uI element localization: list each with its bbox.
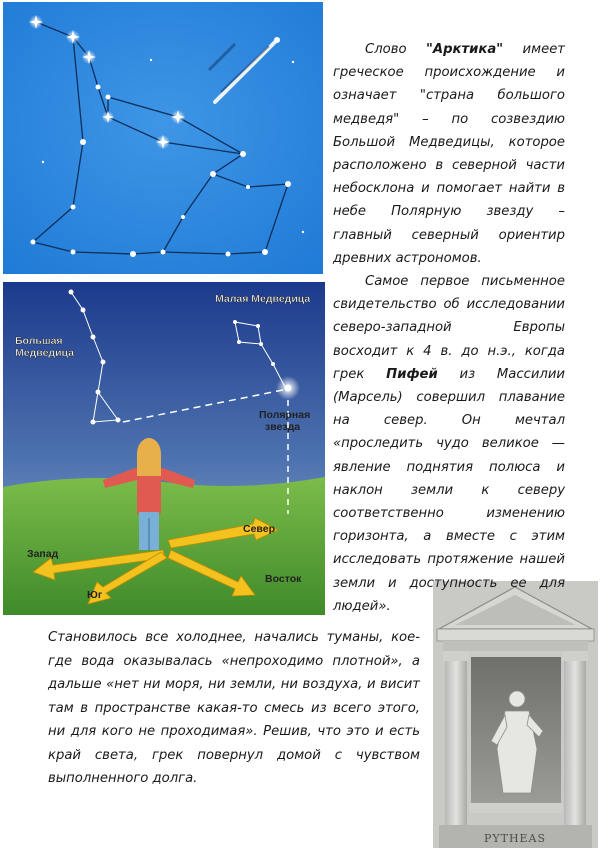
left-column [445,657,467,827]
polaris-label-line2: звезда [265,421,301,433]
little-dipper-label: Малая Медведица [215,293,311,305]
paragraph-pytheas-voyage: Самое первое письменное свидетельство об исследовании северо-западной Европы восходит к 4 в. до н.э., когда грек Пифей из Массилии (Марсель) совершил плавание на север. Он мечтал «проследить чудо великое — явление поднятия полюса и наклон земли к северу соответственно изменению горизонта, а вместе с этим исследовать протяжение нашей земли и доступность ее для людей». [333,274,565,614]
star [171,110,185,124]
paragraph-edge-of-world: Становилось все холоднее, начались туманы, кое-где вода оказывалась «непроходимо плотной», а дальше «нет ни моря, ни земли, ни воздуха, и висит там в пространстве какая-то смесь из всего этого, ни для кого не проходимая». Решив, что это и есть край света, грек повернул домой с чувством выполненного долга. [48,630,420,786]
ground [3,477,325,615]
paragraph-arctic-origin: Слово "Арктика" имеет греческое происхождение и означает "страна большого медведя" – по созвездию Большой Медведицы, которое расположено в северной части небосклона и помогает найти в небе Полярную звезду – главный северный ориентир древних астрономов. [333,42,565,266]
west-label: Запад [27,548,59,560]
big-dipper-label-line1: Большая [15,335,63,347]
south-label: Юг [87,589,103,601]
north-label: Север [243,523,275,535]
article-bottom-block [48,626,420,791]
big-dipper-star-photo [3,2,323,274]
bold-term-arctic: "Арктика" [426,42,504,57]
star [82,50,96,64]
pytheas-statue-photo [433,581,598,848]
star [66,30,80,44]
bold-term-pytheas: Пифей [386,366,438,382]
star [102,111,114,123]
east-label: Восток [265,573,302,585]
polaris-orientation-diagram [3,282,325,615]
star [156,135,170,149]
article-right-column [333,38,565,618]
big-dipper-label-line2: Медведица [15,347,74,359]
polaris-label-line1: Полярная [259,409,311,421]
polaris-star-icon [276,376,300,400]
star [29,15,43,29]
right-column [564,657,586,827]
statue-inscription: PYTHEAS [483,832,547,845]
